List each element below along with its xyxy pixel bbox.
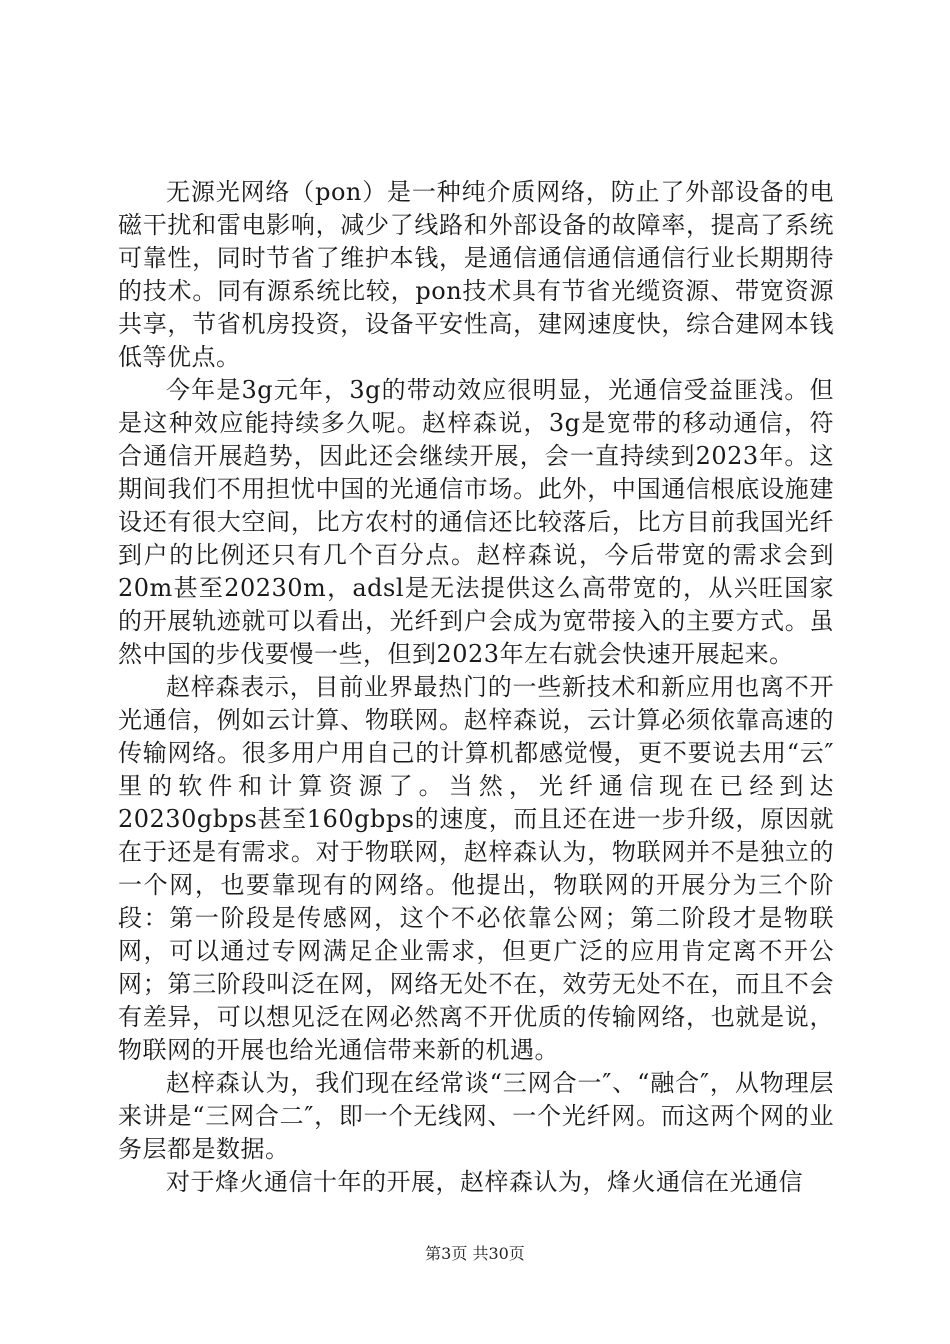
page-number: 第3页 共30页 xyxy=(425,1244,525,1263)
paragraph-4: 赵梓森认为，我们现在经常谈“三网合一″、“融合″，从物理层来讲是“三网合二″，即一个无线网、一个光纤网。而这两个网的业务层都是数据。 xyxy=(118,1069,834,1163)
document-body xyxy=(118,176,834,1199)
paragraph-2: 今年是3g元年，3g的带动效应很明显，光通信受益匪浅。但是这种效应能持续多久呢。赵梓森说，3g是宽带的移动通信，符合通信开展趋势，因此还会继续开展，会一直持续到2023年。这期间我们不用担忧中国的光通信市场。此外，中国通信根底设施建设还有很大空间，比方农村的通信还比较落后，比方目前我国光纤到户的比例还只有几个百分点。赵梓森说，今后带宽的需求会到20m甚至20230m，adsl是无法提供这么高带宽的，从兴旺国家的开展轨迹就可以看出，光纤到户会成为宽带接入的主要方式。虽然中国的步伐要慢一些，但到2023年左右就会快速开展起来。 xyxy=(118,376,834,668)
paragraph-5: 对于烽火通信十年的开展，赵梓森认为，烽火通信在光通信 xyxy=(166,1168,803,1196)
paragraph-3: 赵梓森表示，目前业界最热门的一些新技术和新应用也离不开光通信，例如云计算、物联网。赵梓森说，云计算必须依靠高速的传输网络。很多用户用自己的计算机都感觉慢，更不要说去用“云″里的软件和计算资源了。当然，光纤通信现在已经到达20230gbps甚至160gbps的速度，而且还在进一步升级，原因就在于还是有需求。对于物联网，赵梓森认为，物联网并不是独立的一个网，也要靠现有的网络。他提出，物联网的开展分为三个阶段：第一阶段是传感网，这个不必依靠公网；第二阶段才是物联网，可以通过专网满足企业需求，但更广泛的应用肯定离不开公网；第三阶段叫泛在网，网络无处不在，效劳无处不在，而且不会有差异，可以想见泛在网必然离不开优质的传输网络，也就是说，物联网的开展也给光通信带来新的机遇。 xyxy=(118,673,834,1064)
paragraph-1: 无源光网络（pon）是一种纯介质网络，防止了外部设备的电磁干扰和雷电影响，减少了线路和外部设备的故障率，提高了系统可靠性，同时节省了维护本钱，是通信通信通信通信行业长期期待的技术。同有源系统比较，pon技术具有节省光缆资源、带宽资源共享，节省机房投资，设备平安性高，建网速度快，综合建网本钱低等优点。 xyxy=(118,178,834,371)
